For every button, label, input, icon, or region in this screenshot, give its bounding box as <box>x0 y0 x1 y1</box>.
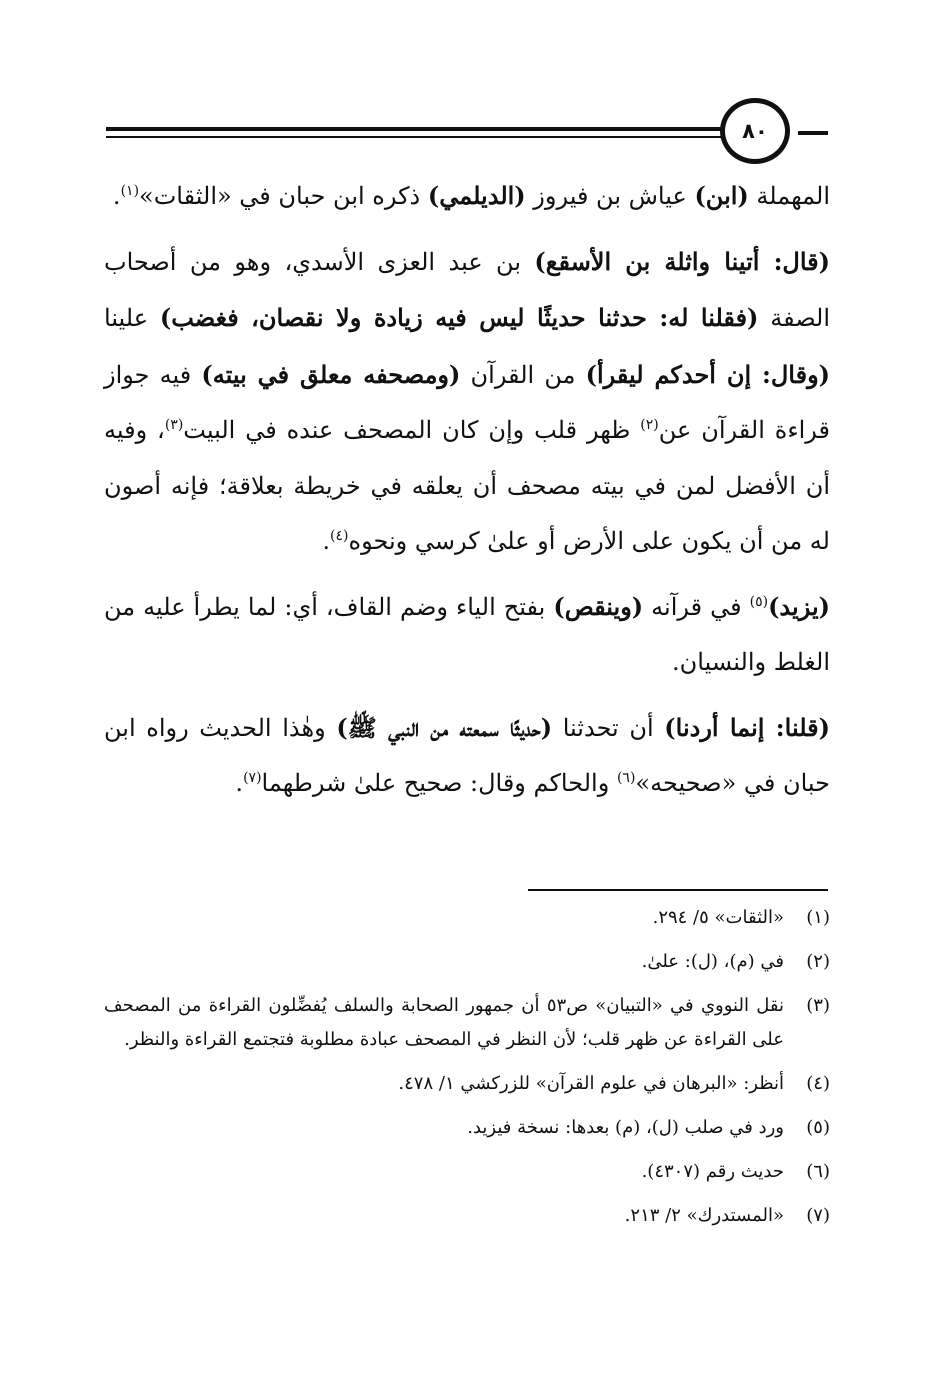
text-run: المهملة <box>748 182 830 210</box>
footnote-ref-6: (٦) <box>616 770 636 786</box>
text-run: من القرآن <box>460 360 586 389</box>
footnote-text: ورد في صلب (ل)، (م) بعدها: نسخة فيزيد. <box>467 1117 784 1138</box>
text-run: بفتح الياء وضم القاف، أي: لما يطرأ عليه من الغلط والنسيان. <box>104 592 830 676</box>
text-run: ، وفيه أن الأفضل لمن في بيته مصحف أن يعلقه في خريطة بعلاقة؛ فإنه أصون له من أن يكون على الأرض أو علىٰ كرسي ونحوه <box>104 416 830 555</box>
text-run: فيه جواز قراءة القرآن عن <box>104 360 830 444</box>
footnote-number: (٧) <box>806 1205 830 1226</box>
footnote-ref-7: (٧) <box>243 770 262 786</box>
footnote-text: نقل النووي في «التبيان» ص٥٣ أن جمهور الصحابة والسلف يُفضِّلون القراءة من المصحف على القراءة عن ظهر قلب؛ لأن النظر في المصحف عبادة مطلوبة فتجتمع القراءة والنظر. <box>104 995 785 1050</box>
header-rule-bottom <box>106 136 722 138</box>
footnote-4 <box>104 1067 830 1101</box>
bold-run: (وينقص) <box>553 591 644 621</box>
bold-run: (الديلمي) <box>427 181 526 210</box>
bold-run: (حديثًا سمعته من النبي ﷺ) <box>336 712 553 742</box>
footnote-number: (١) <box>806 907 830 928</box>
footnote-number: (٦) <box>806 1161 830 1182</box>
footnotes <box>104 901 830 1243</box>
footnote-5 <box>104 1111 830 1145</box>
footnote-ref-1: (١) <box>120 183 140 199</box>
text-run: بن عبد العزى الأسدي، وهو من أصحاب الصفة <box>104 247 831 332</box>
text-run: ظهر قلب وإن كان المصحف عنده في البيت <box>183 416 641 444</box>
footnote-1 <box>104 901 830 935</box>
footnote-text: أنظر: «البرهان في علوم القرآن» للزركشي ١/ ٤٧٨. <box>398 1073 784 1094</box>
bold-run: (وقال: إن أحدكم ليقرأ) <box>585 359 831 389</box>
text-run: . <box>112 182 121 210</box>
footnote-text: «الثقات» ٥/ ٢٩٤. <box>652 907 784 928</box>
footnote-3 <box>104 989 830 1057</box>
bold-run: (قال: أتينا واثلة بن الأسقع) <box>534 246 831 276</box>
text-run: في قرآنه <box>643 592 750 621</box>
text-run: . <box>235 769 244 797</box>
text-run: ذكره ابن حبان في «الثقات» <box>139 182 428 210</box>
bold-run: (ومصحفه معلق في بيته) <box>201 359 461 389</box>
bold-run: (قلنا: إنما أردنا) <box>664 712 830 742</box>
footnote-ref-4: (٤) <box>330 528 349 544</box>
footnote-ref-5: (٥) <box>749 593 769 610</box>
footnote-text: في (م)، (ل): علىٰ. <box>641 951 784 972</box>
footnote-text: حديث رقم (٤٣٠٧). <box>641 1161 784 1182</box>
footnote-separator <box>528 889 828 891</box>
footnote-number: (٥) <box>806 1117 830 1138</box>
footnote-6 <box>104 1155 830 1189</box>
text-run: عياش بن فيروز <box>525 182 695 210</box>
page-number: ٨٠ <box>742 118 768 143</box>
footnote-number: (٢) <box>806 951 830 972</box>
header-rule-top <box>106 127 722 131</box>
text-run: علينا <box>104 304 160 332</box>
footnote-text: «المستدرك» ٢/ ٢١٣. <box>624 1205 784 1226</box>
paragraph-4 <box>104 700 830 812</box>
footnote-ref-2: (٢) <box>640 417 659 433</box>
text-run: . <box>322 527 331 555</box>
text-run: والحاكم وقال: صحيح علىٰ شرطهما <box>261 769 617 797</box>
text-run: وهٰذا الحديث رواه ابن حبان في «صحيحه» <box>104 713 830 797</box>
page-number-badge <box>720 98 790 164</box>
main-text <box>104 168 830 812</box>
header-rule-right <box>798 131 828 135</box>
paragraph-2 <box>104 234 830 570</box>
footnote-number: (٣) <box>806 995 830 1016</box>
bold-run: (ابن) <box>694 181 749 210</box>
text-run: أن تحدثنا <box>552 713 665 742</box>
paragraph-1 <box>104 168 830 225</box>
bold-run: (فقلنا له: حدثنا حديثًا ليس فيه زيادة ولا نقصان، فغضب) <box>159 303 759 332</box>
paragraph-3 <box>104 579 830 691</box>
footnote-ref-3: (٣) <box>164 417 184 433</box>
footnote-2 <box>104 945 830 979</box>
footnote-7 <box>104 1199 830 1233</box>
bold-run: (يزيد) <box>768 591 830 621</box>
footnote-number: (٤) <box>806 1073 830 1094</box>
